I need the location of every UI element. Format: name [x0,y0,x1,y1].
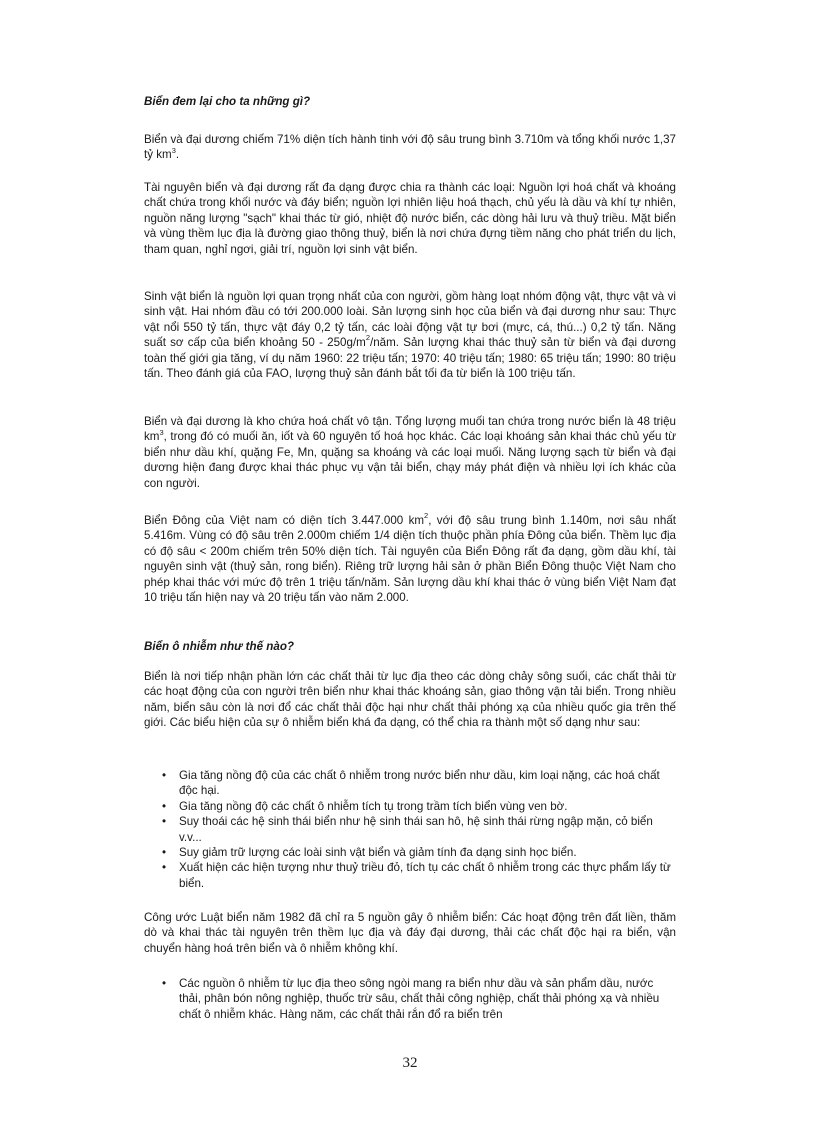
bullet-icon: • [162,846,167,860]
paragraph-ocean-area-end: . [175,148,180,162]
bullet-icon: • [162,977,167,990]
list-item: • Các nguồn ô nhiễm từ lục địa theo sông ngòi mang ra biển như dầu và sản phẩm dầu, nước thải, phân bón nông nghiệp, thuốc trừ sâu, chất thải công nghiệp, chất thải phóng xạ và nhiều chất ô nhiễm khác. Hàng năm, các chất thải rắn đổ ra biển trên [162,977,660,1021]
section-heading-pollution: Biển ô nhiễm như thế nào? [144,640,294,653]
superscript-square: 2 [365,333,371,343]
paragraph-marine-life-end: /năm. Sản lượng khai thác thuỷ sản từ biển và đại dương toàn thế giới gia tăng, ví dụ năm 1960: 22 triệu tấn; 1970: 40 triệu tấn; 1980: 65 triệu tấn; 1990: 80 triệu tấn. Theo đánh giá của FAO, lượng thuỷ sản đánh bắt tối đa từ biển là 100 triệu tấn. [144,336,676,381]
list-item: • Gia tăng nồng độ của các chất ô nhiễm trong nước biển như dầu, kim loại nặng, các hoá chất độc hại. [162,769,660,798]
paragraph-east-sea-end: , với độ sâu trung bình 1.140m, nơi sâu nhất 5.416m. Vùng có độ sâu trên 2.000m chiếm 1/4 diện tích thuộc phần phía Đông của biển. Thềm lục địa có độ sâu < 200m chiếm trên 50% diện tích. Tài nguyên của Biển Đông rất đa dạng, gồm dầu khí, tài nguyên sinh vật (thuỷ sản, rong biển). Riêng trữ lượng hải sản ở phần Biển Đông thuộc Việt Nam cho phép khai thác với mức độ trên 1 triệu tấn/năm. Sản lượng dầu khí khai thác ở vùng biển Việt Nam đạt 10 triệu tấn hiện nay và 20 triệu tấn vào năm 2.000. [144,514,676,605]
superscript-cubic-2: 3 [159,427,164,437]
paragraph-marine-resources: Tài nguyên biển và đại dương rất đa dạng được chia ra thành các loại: Nguồn lợi hoá chất và khoáng chất chứa trong khối nước và đáy biển; nguồn lợi nhiên liệu hoá thạch, chủ yếu là dầu và khí tự nhiên, nguồn năng lượng "sạch" khai thác từ gió, nhiệt độ nước biển, các dòng hải lưu và thuỷ triều. Mặt biển và vùng thềm lục địa là đường giao thông thuỷ, biển là nơi chứa đựng tiềm năng cho phát triển du lịch, tham quan, nghỉ ngơi, giải trí, nguồn lợi sinh vật biển. [144,181,676,256]
paragraph-ocean-area-text: Biển và đại dương chiếm 71% diện tích hành tinh với độ sâu trung bình 3.710m và tổng khối nước 1,37 tỷ km [144,133,676,162]
paragraph-ocean-area [144,132,676,163]
paragraph-chemical-store-text: Biển và đại dương là kho chứa hoá chất vô tận. Tổng lượng muối tan chứa trong nước biển là 48 triệu km [144,415,676,444]
list-item: • Gia tăng nồng độ các chất ô nhiễm tích tụ trong trầm tích biển vùng ven bờ. [162,799,568,813]
page-number: 32 [402,1055,418,1071]
paragraph-chemical-store-end: , trong đó có muối ăn, iốt và 60 nguyên tố hoá học khác. Các loại khoáng sản khai thác chủ yếu từ biển như dầu khí, quặng Fe, Mn, quặng sa khoáng và các loại muối. Năng lượng sạch từ biển và đại dương hiện đang được khai thác phục vụ vận tải biển, chạy máy phát điện và nhiều lợi ích khác của con người. [144,430,676,490]
paragraph-sea-law: Công ước Luật biển năm 1982 đã chỉ ra 5 nguồn gây ô nhiễm biển: Các hoạt động trên đất liền, thăm dò và khai thác tài nguyên trên thềm lục địa và đáy đại dương, thải các chất độc hại ra biển, vận chuyển hàng hoá trên biển và ô nhiễm không khí. [144,911,676,955]
paragraph-marine-life-text: Sinh vật biển là nguồn lợi quan trọng nhất của con người, gồm hàng loạt nhóm động vật, thực vật và vi sinh vật. Hai nhóm đầu có tới 200.000 loài. Sản lượng sinh học của biển và đại dương như sau: Thực vật nổi 550 tỷ tấn, thực vật đáy 0,2 tỷ tấn, các loài động vật tự bơi (mực, cá, thú...) 0,2 tỷ tấn. Năng suất sơ cấp của biển khoảng 50 - 250g/m [144,290,676,350]
list-item: • Suy giảm trữ lượng các loài sinh vật biển và giảm tính đa dạng sinh học biển. [162,846,577,860]
superscript-cubic: 3 [171,145,176,155]
pollution-forms-list [144,768,676,891]
paragraph-east-sea [144,513,676,605]
list-item: • Suy thoái các hệ sinh thái biển như hệ sinh thái san hô, hệ sinh thái rừng ngập mặn, cỏ biển v.v... [162,815,653,844]
superscript-square-2: 2 [424,511,429,521]
paragraph-east-sea-text: Biển Đông của Việt nam có diện tích 3.447.000 km [144,514,425,527]
bullet-icon: • [162,799,167,813]
bullet-icon: • [162,815,167,829]
pollution-sources-list [144,976,676,1022]
paragraph-chemical-store [144,414,676,491]
bullet-icon: • [162,861,167,875]
bullet-icon: • [162,769,167,782]
section-heading-benefits: Biển đem lại cho ta những gì? [144,95,311,108]
paragraph-pollution-sources: Biển là nơi tiếp nhận phần lớn các chất thải từ lục địa theo các dòng chảy sông suối, các chất thải từ các hoạt động của con người trên biển như khai thác khoáng sản, giao thông vận tải biển. Trong nhiều năm, biển sâu còn là nơi đổ các chất thải độc hại như chất thải phóng xạ của nhiều quốc gia trên thế giới. Các biểu hiện của sự ô nhiễm biển khá đa dạng, có thể chia ra thành một số dạng như sau: [144,670,676,730]
paragraph-marine-life [144,289,676,381]
list-item: • Xuất hiện các hiện tượng như thuỷ triều đỏ, tích tụ các chất ô nhiễm trong các thực phẩm lấy từ biển. [162,861,671,890]
